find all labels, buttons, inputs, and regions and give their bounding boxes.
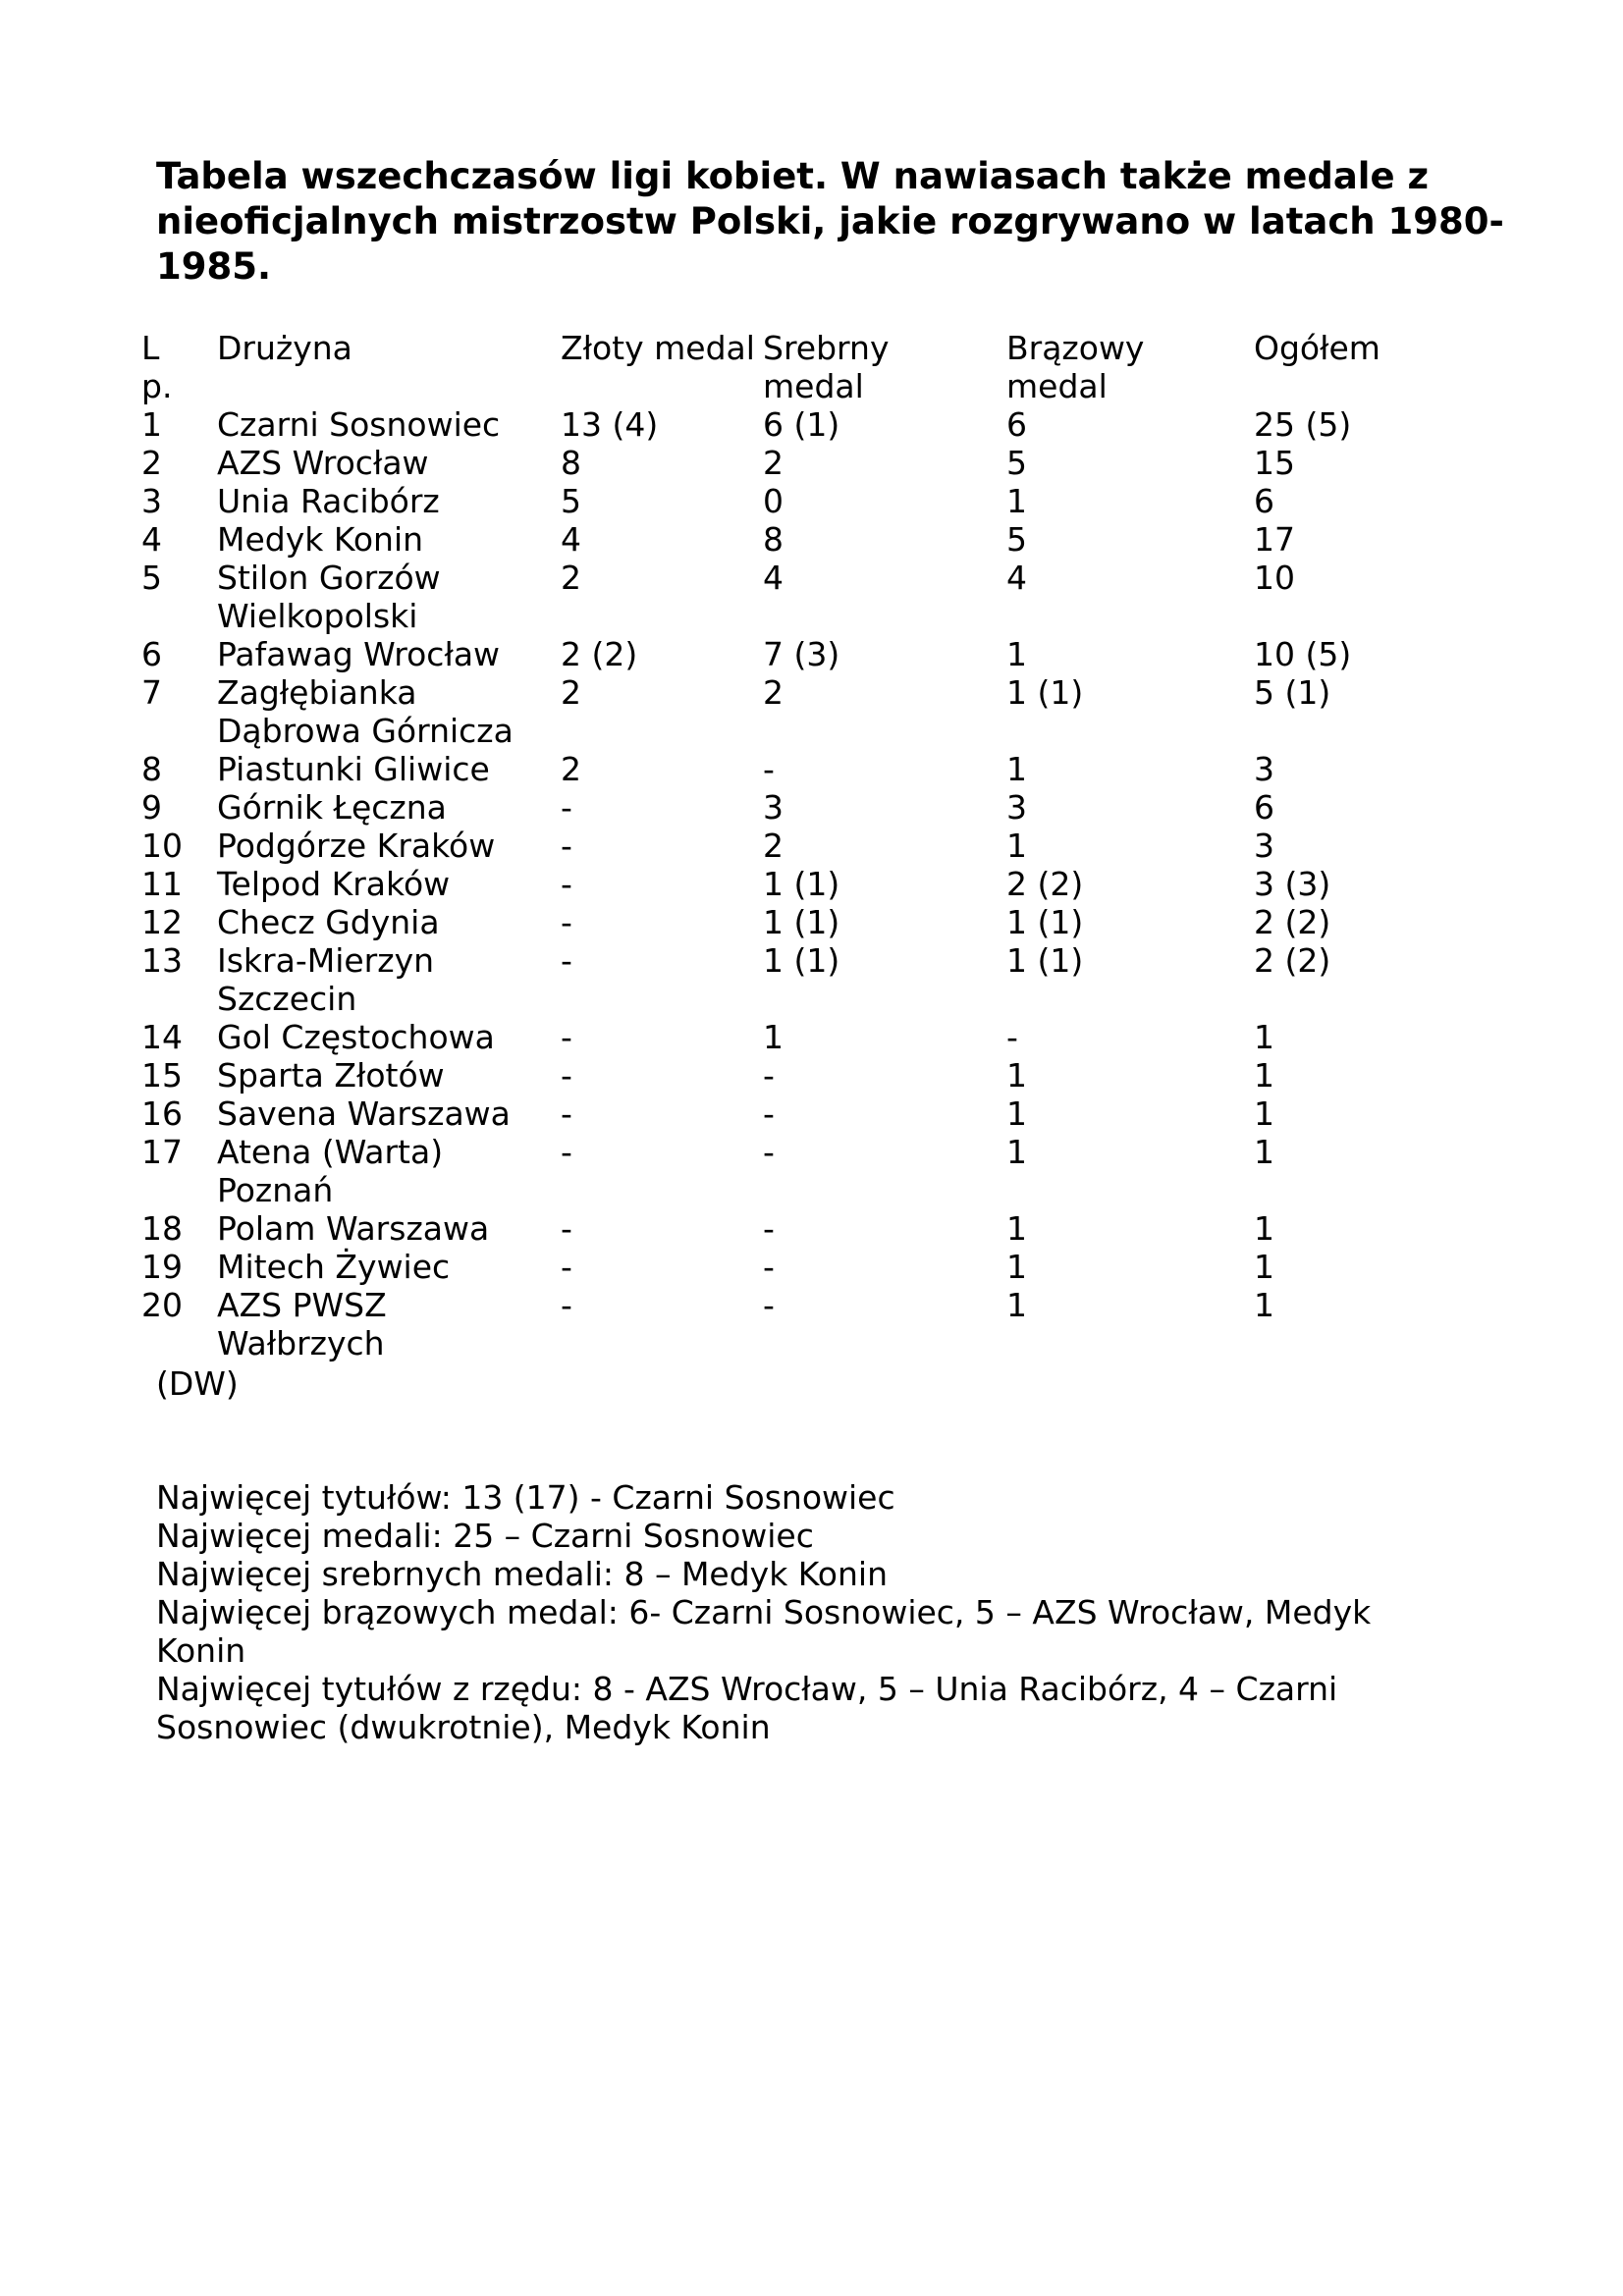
cell-gold: - (561, 1056, 572, 1095)
cell-gold: 2 (561, 559, 581, 597)
table-row (134, 405, 1442, 444)
cell-silver: 7 (3) (763, 635, 840, 673)
cell-lp: 10 (141, 827, 183, 865)
cell-team: Iskra-Mierzyn Szczecin (217, 941, 435, 1018)
table-row (134, 827, 1442, 865)
cell-bronze: 3 (1006, 788, 1027, 827)
record-line: Najwięcej srebrnych medali: 8 – Medyk Konin (156, 1555, 888, 1593)
table-row (134, 1018, 1442, 1056)
cell-silver: - (763, 1095, 775, 1133)
cell-bronze: 1 (1) (1006, 941, 1084, 980)
cell-bronze: 1 (1006, 1095, 1027, 1133)
cell-total: 17 (1254, 520, 1295, 559)
cell-lp: 20 (141, 1286, 183, 1324)
cell-silver: 4 (763, 559, 784, 597)
cell-gold: - (561, 865, 572, 903)
records-section (156, 1478, 1433, 1746)
cell-gold: 13 (4) (561, 405, 659, 444)
header-gold: Złoty medal (561, 329, 755, 367)
table-note: (DW) (156, 1364, 239, 1403)
cell-team: Checz Gdynia (217, 903, 440, 941)
cell-silver: - (763, 1209, 775, 1248)
cell-team: Górnik Łęczna (217, 788, 447, 827)
table-row (134, 941, 1442, 1018)
table-row (134, 903, 1442, 941)
header-bronze: Brązowy medal (1006, 329, 1145, 405)
cell-silver: - (763, 1248, 775, 1286)
cell-team: Zagłębianka Dąbrowa Górnicza (217, 673, 514, 750)
cell-silver: 2 (763, 673, 784, 712)
cell-bronze: 1 (1) (1006, 673, 1084, 712)
cell-bronze: 1 (1006, 1248, 1027, 1286)
table-row (134, 1248, 1442, 1286)
cell-lp: 4 (141, 520, 162, 559)
cell-lp: 3 (141, 482, 162, 520)
table-row (134, 1056, 1442, 1095)
cell-total: 2 (2) (1254, 941, 1331, 980)
record-line: Najwięcej medali: 25 – Czarni Sosnowiec (156, 1517, 814, 1555)
cell-lp: 6 (141, 635, 162, 673)
cell-team: Polam Warszawa (217, 1209, 490, 1248)
cell-silver: - (763, 750, 775, 788)
cell-bronze: 6 (1006, 405, 1027, 444)
cell-team: Medyk Konin (217, 520, 424, 559)
cell-lp: 1 (141, 405, 162, 444)
cell-gold: - (561, 827, 572, 865)
table-row (134, 444, 1442, 482)
cell-silver: 1 (763, 1018, 784, 1056)
cell-bronze: 1 (1006, 1133, 1027, 1171)
cell-team: Sparta Złotów (217, 1056, 445, 1095)
cell-total: 1 (1254, 1018, 1274, 1056)
cell-total: 10 (1254, 559, 1295, 597)
cell-silver: 2 (763, 827, 784, 865)
cell-bronze: 4 (1006, 559, 1027, 597)
cell-team: Atena (Warta) Poznań (217, 1133, 444, 1209)
cell-lp: 7 (141, 673, 162, 712)
record-line: Najwięcej tytułów z rzędu: 8 - AZS Wrocław, 5 – Unia Racibórz, 4 – Czarni Sosnowiec (dwukrotnie), Medyk Konin (156, 1670, 1338, 1746)
cell-gold: - (561, 1133, 572, 1171)
header-lp: Lp. (141, 329, 173, 405)
cell-gold: - (561, 1018, 572, 1056)
cell-team: Podgórze Kraków (217, 827, 496, 865)
cell-lp: 11 (141, 865, 183, 903)
table-row (134, 1286, 1442, 1362)
cell-bronze: 1 (1006, 635, 1027, 673)
cell-team: Czarni Sosnowiec (217, 405, 501, 444)
header-team: Drużyna (217, 329, 352, 367)
cell-total: 1 (1254, 1286, 1274, 1324)
table-row (134, 482, 1442, 520)
cell-team: Pafawag Wrocław (217, 635, 501, 673)
table-row (134, 559, 1442, 635)
cell-total: 1 (1254, 1209, 1274, 1248)
cell-gold: - (561, 1248, 572, 1286)
cell-lp: 12 (141, 903, 183, 941)
table-row (134, 520, 1442, 559)
cell-silver: 3 (763, 788, 784, 827)
table-row (134, 1209, 1442, 1248)
cell-lp: 17 (141, 1133, 183, 1171)
document-title: Tabela wszechczasów ligi kobiet. W nawiasach także medale z nieoficjalnych mistrzostw Polski, jakie rozgrywano w latach 1980-1985. (156, 155, 1504, 288)
cell-bronze: 1 (1006, 1056, 1027, 1095)
cell-silver: - (763, 1286, 775, 1324)
cell-gold: 2 (2) (561, 635, 638, 673)
cell-lp: 9 (141, 788, 162, 827)
cell-total: 1 (1254, 1133, 1274, 1171)
cell-total: 6 (1254, 788, 1274, 827)
cell-team: Piastunki Gliwice (217, 750, 490, 788)
cell-team: Savena Warszawa (217, 1095, 511, 1133)
cell-silver: 2 (763, 444, 784, 482)
cell-lp: 2 (141, 444, 162, 482)
cell-lp: 8 (141, 750, 162, 788)
cell-silver: 0 (763, 482, 784, 520)
cell-lp: 5 (141, 559, 162, 597)
cell-lp: 15 (141, 1056, 183, 1095)
cell-total: 25 (5) (1254, 405, 1352, 444)
cell-total: 2 (2) (1254, 903, 1331, 941)
cell-bronze: 1 (1006, 827, 1027, 865)
cell-bronze: 1 (1) (1006, 903, 1084, 941)
cell-silver: 8 (763, 520, 784, 559)
cell-lp: 13 (141, 941, 183, 980)
table-row (134, 1133, 1442, 1209)
cell-bronze: 1 (1006, 1286, 1027, 1324)
cell-gold: - (561, 788, 572, 827)
cell-gold: 2 (561, 750, 581, 788)
cell-bronze: 1 (1006, 750, 1027, 788)
cell-lp: 19 (141, 1248, 183, 1286)
table-row (134, 750, 1442, 788)
record-line: Najwięcej tytułów: 13 (17) - Czarni Sosnowiec (156, 1478, 895, 1517)
record-line: Najwięcej brązowych medal: 6- Czarni Sosnowiec, 5 – AZS Wrocław, Medyk Konin (156, 1593, 1372, 1670)
cell-total: 5 (1) (1254, 673, 1331, 712)
cell-silver: - (763, 1133, 775, 1171)
cell-team: Unia Racibórz (217, 482, 440, 520)
cell-total: 3 (1254, 827, 1274, 865)
cell-team: Mitech Żywiec (217, 1248, 451, 1286)
cell-total: 1 (1254, 1248, 1274, 1286)
cell-gold: 8 (561, 444, 581, 482)
cell-total: 1 (1254, 1056, 1274, 1095)
cell-team: Gol Częstochowa (217, 1018, 495, 1056)
cell-bronze: 2 (2) (1006, 865, 1084, 903)
cell-silver: 1 (1) (763, 903, 840, 941)
cell-silver: - (763, 1056, 775, 1095)
cell-bronze: 1 (1006, 1209, 1027, 1248)
table-row (134, 673, 1442, 750)
cell-gold: 2 (561, 673, 581, 712)
cell-total: 15 (1254, 444, 1295, 482)
cell-bronze: 5 (1006, 520, 1027, 559)
cell-total: 1 (1254, 1095, 1274, 1133)
cell-bronze: 5 (1006, 444, 1027, 482)
cell-team: AZS Wrocław (217, 444, 429, 482)
cell-gold: 4 (561, 520, 581, 559)
header-silver: Srebrny medal (763, 329, 890, 405)
table-header-row (134, 329, 1442, 405)
cell-silver: 1 (1) (763, 865, 840, 903)
cell-gold: - (561, 1209, 572, 1248)
cell-silver: 6 (1) (763, 405, 840, 444)
medal-table (134, 329, 1442, 1362)
cell-gold: - (561, 941, 572, 980)
cell-lp: 18 (141, 1209, 183, 1248)
cell-bronze: 1 (1006, 482, 1027, 520)
cell-total: 6 (1254, 482, 1274, 520)
cell-silver: 1 (1) (763, 941, 840, 980)
table-row (134, 865, 1442, 903)
cell-total: 10 (5) (1254, 635, 1352, 673)
cell-team: AZS PWSZ Wałbrzych (217, 1286, 387, 1362)
table-body (134, 405, 1442, 1362)
cell-gold: - (561, 903, 572, 941)
table-row (134, 788, 1442, 827)
cell-team: Stilon Gorzów Wielkopolski (217, 559, 441, 635)
cell-gold: - (561, 1286, 572, 1324)
cell-bronze: - (1006, 1018, 1018, 1056)
cell-total: 3 (1254, 750, 1274, 788)
table-row (134, 1095, 1442, 1133)
cell-team: Telpod Kraków (217, 865, 451, 903)
cell-gold: 5 (561, 482, 581, 520)
cell-total: 3 (3) (1254, 865, 1331, 903)
table-row (134, 635, 1442, 673)
cell-lp: 14 (141, 1018, 183, 1056)
cell-gold: - (561, 1095, 572, 1133)
cell-lp: 16 (141, 1095, 183, 1133)
header-total: Ogółem (1254, 329, 1380, 367)
